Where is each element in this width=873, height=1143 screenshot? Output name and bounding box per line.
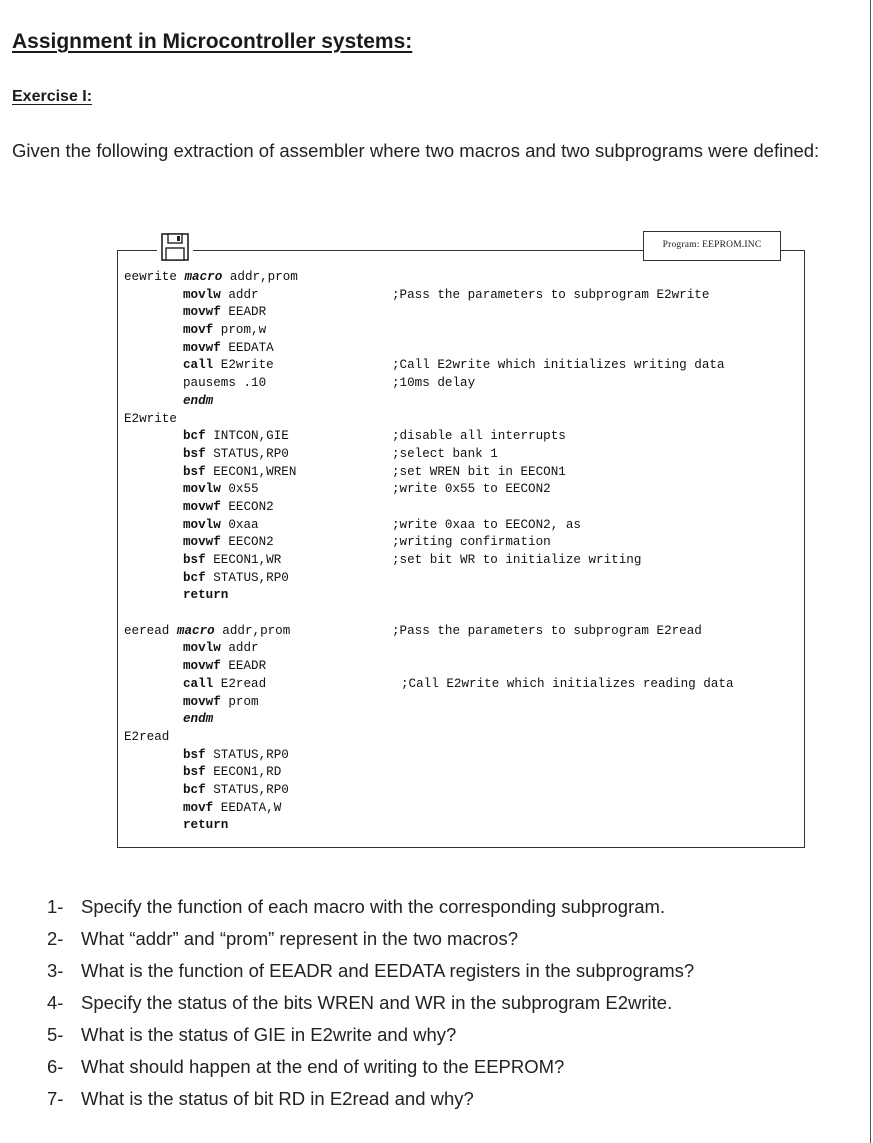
code-label: E2write	[124, 411, 177, 426]
code-operands: EEDATA	[228, 340, 274, 355]
code-line	[124, 782, 804, 800]
code-mnemonic: movlw	[183, 641, 221, 656]
question-number: 3-	[47, 960, 64, 981]
code-operands: prom,w	[220, 323, 267, 338]
question-text: What should happen at the end of writing to the EEPROM?	[81, 1056, 565, 1077]
code-line	[124, 499, 804, 517]
code-operands: STATUS,RP0	[213, 782, 289, 797]
code-line	[124, 764, 804, 782]
code-comment: ;Call E2write which initializes reading data	[401, 676, 734, 691]
code-line	[124, 357, 804, 375]
code-label: eeread macro addr,prom	[124, 623, 291, 638]
code-comment: ;Pass the parameters to subprogram E2read	[392, 623, 702, 638]
code-instruction	[183, 747, 289, 765]
code-instruction	[183, 357, 274, 375]
code-instruction	[183, 552, 281, 570]
code-macro-keyword: macro	[184, 270, 223, 284]
code-line	[124, 322, 804, 340]
code-mnemonic: movwf	[183, 305, 221, 320]
code-line	[124, 375, 804, 393]
code-label: E2read	[124, 729, 170, 744]
code-operands: addr	[228, 641, 259, 656]
assembler-code	[124, 269, 804, 835]
code-comment: ;writing confirmation	[392, 535, 551, 550]
code-mnemonic: bsf	[183, 747, 206, 762]
code-mnemonic: movlw	[183, 287, 221, 302]
code-line	[124, 623, 804, 641]
code-line	[124, 711, 804, 729]
code-line	[124, 817, 804, 835]
code-line	[124, 552, 804, 570]
code-mnemonic: movwf	[183, 694, 221, 709]
code-macro-args: addr,prom	[222, 623, 291, 638]
code-line	[124, 747, 804, 765]
code-operands: EECON2	[228, 535, 274, 550]
code-comment: ;Call E2write which initializes writing data	[392, 358, 725, 373]
code-operands: EEDATA,W	[220, 800, 282, 815]
code-instruction	[183, 694, 259, 712]
code-instruction	[183, 322, 266, 340]
code-line	[124, 676, 804, 694]
code-instruction	[183, 446, 289, 464]
code-instruction	[183, 640, 259, 658]
code-line	[124, 464, 804, 482]
question-number: 4-	[47, 992, 64, 1013]
code-line	[124, 304, 804, 322]
question-number: 6-	[47, 1056, 64, 1077]
code-line	[124, 658, 804, 676]
code-comment: ;write 0xaa to EECON2, as	[392, 517, 581, 532]
code-line	[124, 481, 804, 499]
code-line	[124, 446, 804, 464]
code-operands: EEADR	[228, 305, 267, 320]
code-comment: ;set bit WR to initialize writing	[392, 553, 642, 567]
code-mnemonic: bsf	[183, 553, 206, 567]
code-mnemonic: bsf	[183, 464, 206, 479]
code-instruction	[183, 499, 274, 517]
code-mnemonic: movf	[183, 800, 214, 815]
code-mnemonic: movlw	[183, 482, 221, 497]
code-line	[124, 800, 804, 818]
question-number: 7-	[47, 1088, 64, 1109]
code-operands: INTCON,GIE	[213, 429, 289, 444]
question-number: 2-	[47, 928, 64, 949]
code-instruction	[183, 676, 266, 694]
code-instruction	[183, 711, 213, 729]
code-line	[124, 411, 804, 429]
code-mnemonic: return	[183, 588, 229, 603]
code-line	[124, 694, 804, 712]
code-line	[124, 729, 804, 747]
code-mnemonic: movwf	[183, 499, 221, 514]
code-operands: addr	[228, 287, 259, 302]
code-operands: E2write	[220, 358, 274, 373]
code-instruction	[183, 340, 274, 358]
code-instruction	[183, 800, 281, 818]
floppy-disk-icon	[157, 233, 193, 261]
code-mnemonic: bcf	[183, 429, 206, 444]
question-number: 5-	[47, 1024, 64, 1045]
page-edge-rule	[870, 0, 871, 1143]
code-instruction	[183, 428, 289, 446]
code-instruction	[183, 464, 296, 482]
program-file-label: Program: EEPROM.INC	[643, 231, 781, 261]
code-instruction	[183, 658, 266, 676]
code-mnemonic: return	[183, 818, 229, 833]
code-mnemonic: bsf	[183, 765, 206, 780]
code-operands: STATUS,RP0	[213, 446, 289, 461]
code-comment: ;set WREN bit in EECON1	[392, 464, 566, 479]
code-instruction	[183, 375, 266, 393]
code-instruction	[183, 817, 228, 835]
code-mnemonic: call	[183, 358, 214, 373]
code-instruction	[183, 517, 259, 535]
code-mnemonic: movlw	[183, 517, 221, 532]
code-mnemonic: movwf	[183, 340, 221, 355]
code-line	[124, 534, 804, 552]
code-instruction	[183, 587, 228, 605]
code-operands: EECON2	[228, 499, 274, 514]
code-mnemonic: movf	[183, 323, 214, 338]
code-operands: 0xaa	[228, 517, 259, 532]
code-instruction	[183, 393, 213, 411]
code-instruction	[183, 764, 281, 782]
code-instruction	[183, 304, 266, 322]
code-mnemonic: bcf	[183, 782, 206, 797]
code-instruction	[183, 782, 289, 800]
code-comment: ;Pass the parameters to subprogram E2write	[392, 287, 710, 302]
question-text: What “addr” and “prom” represent in the two macros?	[81, 928, 518, 949]
code-operands: pausems .10	[183, 376, 267, 391]
code-comment: ;write 0x55 to EECON2	[392, 482, 551, 497]
code-mnemonic: movwf	[183, 659, 221, 674]
code-instruction	[183, 287, 259, 305]
code-line	[124, 287, 804, 305]
code-line	[124, 517, 804, 535]
code-instruction	[183, 534, 274, 552]
question-text: What is the status of bit RD in E2read and why?	[81, 1088, 474, 1109]
code-operands: EECON1,RD	[213, 765, 282, 780]
code-operands: E2read	[220, 676, 267, 691]
code-operands: prom	[228, 694, 259, 709]
code-operands: EECON1,WR	[213, 553, 282, 567]
question-number: 1-	[47, 896, 64, 917]
code-line	[124, 269, 804, 287]
code-mnemonic: bsf	[183, 446, 206, 461]
question-text: What is the function of EEADR and EEDATA registers in the subprograms?	[81, 960, 695, 981]
code-label: eewrite macro addr,prom	[124, 270, 298, 284]
code-mnemonic: endm	[183, 712, 214, 727]
question-text: Specify the status of the bits WREN and WR in the subprogram E2write.	[81, 992, 673, 1013]
code-operands: STATUS,RP0	[213, 570, 289, 585]
code-line	[124, 393, 804, 411]
code-comment: ;disable all interrupts	[392, 429, 566, 444]
code-operands: 0x55	[228, 482, 259, 497]
code-line	[124, 640, 804, 658]
intro-paragraph: Given the following extraction of assembler where two macros and two subprograms were defined:	[12, 140, 820, 161]
code-line	[124, 428, 804, 446]
code-line	[124, 340, 804, 358]
code-mnemonic: movwf	[183, 535, 221, 550]
question-text: What is the status of GIE in E2write and why?	[81, 1024, 457, 1045]
code-macro-args: addr,prom	[229, 270, 298, 284]
code-comment: ;select bank 1	[392, 446, 498, 461]
exercise-heading: Exercise I:	[12, 88, 93, 105]
code-blank-line	[124, 605, 804, 623]
code-instruction	[183, 481, 259, 499]
code-mnemonic: endm	[183, 393, 214, 408]
code-mnemonic: call	[183, 676, 214, 691]
code-instruction	[183, 570, 289, 588]
code-operands: STATUS,RP0	[213, 747, 289, 762]
question-text: Specify the function of each macro with the corresponding subprogram.	[81, 896, 666, 917]
code-macro-keyword: macro	[176, 623, 215, 638]
code-comment: ;10ms delay	[392, 376, 476, 391]
page-title: Assignment in Microcontroller systems:	[12, 30, 413, 53]
code-mnemonic: bcf	[183, 570, 206, 585]
code-operands: EECON1,WREN	[213, 464, 297, 479]
code-line	[124, 570, 804, 588]
code-operands: EEADR	[228, 659, 267, 674]
code-line	[124, 587, 804, 605]
